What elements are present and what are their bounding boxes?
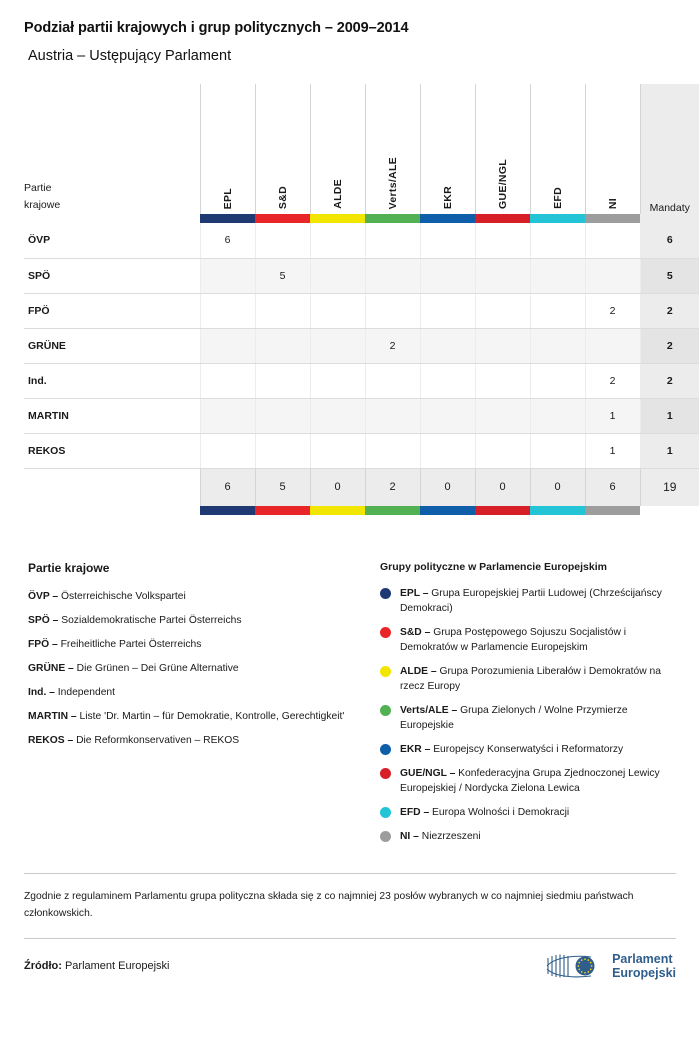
cell-martin-ni: 1	[585, 398, 640, 433]
group-color-dot-icon	[380, 588, 391, 599]
group-color-strip-top	[24, 214, 699, 223]
cell-fp--verts-ale	[365, 293, 420, 328]
cell-gr-ne-efd	[530, 328, 585, 363]
page-title: Podział partii krajowych i grup politycznych – 2009–2014	[24, 20, 409, 36]
column-total-ni: 6	[585, 468, 640, 506]
footnote: Zgodnie z regulaminem Parlamentu grupa polityczna składa się z co najmniej 23 posłów wybranych w co najmniej siedmiu państwach członkowskich.	[24, 891, 634, 919]
column-total-efd: 0	[530, 468, 585, 506]
color-strip-bottom-epl	[200, 506, 255, 515]
list-item	[380, 829, 676, 844]
source-value: Parlament Europejski	[64, 960, 170, 972]
group-color-dot-icon	[380, 807, 391, 818]
cell-rekos-efd	[530, 433, 585, 468]
cell--vp-ekr	[420, 223, 475, 258]
color-strip-s-d	[255, 214, 310, 223]
source-label: Źródło:	[24, 960, 62, 972]
cell-rekos-s-d	[255, 433, 310, 468]
cell-rekos-ni: 1	[585, 433, 640, 468]
cell--vp-gue-ngl	[475, 223, 530, 258]
table-row	[24, 223, 699, 258]
color-strip-gue-ngl	[475, 214, 530, 223]
cell-sp--efd	[530, 258, 585, 293]
cell-sp--gue-ngl	[475, 258, 530, 293]
list-item: Ind. – Independent	[28, 687, 116, 698]
row-total-sp-: 5	[640, 258, 699, 293]
group-color-dot-icon	[380, 666, 391, 677]
page-subtitle: Austria – Ustępujący Parlament	[28, 48, 232, 64]
cell-martin-ekr	[420, 398, 475, 433]
list-item-label: EKR – Europejscy Konserwatyści i Reformatorzy	[400, 744, 624, 755]
color-strip-bottom-efd	[530, 506, 585, 515]
list-item	[380, 805, 676, 820]
cell-ind--efd	[530, 363, 585, 398]
row-label--vp: ÖVP	[24, 223, 200, 258]
cell-martin-gue-ngl	[475, 398, 530, 433]
group-color-strip-bottom	[24, 506, 699, 515]
legend-groups-heading: Grupy polityczne w Parlamencie Europejskim	[380, 561, 607, 573]
cell-sp--s-d: 5	[255, 258, 310, 293]
table-row	[24, 363, 699, 398]
cell-fp--s-d	[255, 293, 310, 328]
cell--vp-epl: 6	[200, 223, 255, 258]
cell-martin-s-d	[255, 398, 310, 433]
cell-fp--alde	[310, 293, 365, 328]
cell-martin-verts-ale	[365, 398, 420, 433]
cell-rekos-ekr	[420, 433, 475, 468]
column-total-epl: 6	[200, 468, 255, 506]
cell-sp--ni	[585, 258, 640, 293]
table-header-row	[24, 84, 699, 214]
cell-ind--ni: 2	[585, 363, 640, 398]
ep-logo-line1: Parlament	[612, 952, 673, 966]
group-color-dot-icon	[380, 627, 391, 638]
row-label-gr-ne: GRÜNE	[24, 328, 200, 363]
table-row	[24, 398, 699, 433]
cell-gr-ne-s-d	[255, 328, 310, 363]
cell-gr-ne-epl	[200, 328, 255, 363]
list-item: REKOS – Die Reformkonservativen – REKOS	[28, 735, 240, 746]
cell-gr-ne-ekr	[420, 328, 475, 363]
column-header-ni: NI	[585, 84, 640, 214]
cell-rekos-epl	[200, 433, 255, 468]
column-header-ekr: EKR	[420, 84, 475, 214]
list-item	[380, 586, 676, 616]
totals-row	[24, 468, 699, 506]
cell-ind--ekr	[420, 363, 475, 398]
list-item: MARTIN – Liste 'Dr. Martin – für Demokratie, Kontrolle, Gerechtigkeit'	[28, 711, 345, 722]
ep-logo	[545, 951, 676, 981]
cell-rekos-gue-ngl	[475, 433, 530, 468]
row-header-label: Partie krajowe	[24, 182, 61, 211]
cell-gr-ne-gue-ngl	[475, 328, 530, 363]
color-strip-verts-ale	[365, 214, 420, 223]
cell--vp-ni	[585, 223, 640, 258]
row-total-gr-ne: 2	[640, 328, 699, 363]
column-header-epl: EPL	[200, 84, 255, 214]
table-row	[24, 293, 699, 328]
cell-rekos-verts-ale	[365, 433, 420, 468]
list-item-label: GUE/NGL – Konfederacyjna Grupa Zjednoczonej Lewicy Europejskiej / Nordycka Zielona Lewica	[400, 768, 660, 794]
cell-gr-ne-ni	[585, 328, 640, 363]
legend-national-parties	[24, 561, 380, 853]
list-item: FPÖ – Freiheitliche Partei Österreichs	[28, 639, 202, 650]
table-row	[24, 258, 699, 293]
table-row	[24, 433, 699, 468]
cell-fp--ni: 2	[585, 293, 640, 328]
cell-ind--verts-ale	[365, 363, 420, 398]
column-total-gue-ngl: 0	[475, 468, 530, 506]
cell-fp--efd	[530, 293, 585, 328]
cell-ind--epl	[200, 363, 255, 398]
group-color-dot-icon	[380, 831, 391, 842]
color-strip-alde	[310, 214, 365, 223]
cell-gr-ne-verts-ale: 2	[365, 328, 420, 363]
color-strip-bottom-ni	[585, 506, 640, 515]
column-total-s-d: 5	[255, 468, 310, 506]
grand-total: 19	[640, 468, 699, 506]
column-header-alde: ALDE	[310, 84, 365, 214]
cell-martin-alde	[310, 398, 365, 433]
cell-ind--s-d	[255, 363, 310, 398]
ep-logo-text	[612, 952, 676, 980]
source-row	[24, 939, 676, 981]
color-strip-efd	[530, 214, 585, 223]
column-total-ekr: 0	[420, 468, 475, 506]
table-row	[24, 328, 699, 363]
row-total-rekos: 1	[640, 433, 699, 468]
list-item-label: EPL – Grupa Europejskiej Partii Ludowej (Chrześcijańscy Demokraci)	[400, 588, 662, 614]
cell--vp-alde	[310, 223, 365, 258]
column-header-s-d: S&D	[255, 84, 310, 214]
row-label-sp-: SPÖ	[24, 258, 200, 293]
list-item-label: ALDE – Grupa Porozumienia Liberałów i Demokratów na rzecz Europy	[400, 666, 661, 692]
row-total-ind-: 2	[640, 363, 699, 398]
column-header-efd: EFD	[530, 84, 585, 214]
color-strip-bottom-ekr	[420, 506, 475, 515]
cell-fp--epl	[200, 293, 255, 328]
legend-national-heading: Partie krajowe	[28, 561, 110, 575]
list-item-label: S&D – Grupa Postępowego Sojuszu Socjalistów i Demokratów w Parlamencie Europejskim	[400, 627, 627, 653]
column-total-verts-ale: 2	[365, 468, 420, 506]
row-total--vp: 6	[640, 223, 699, 258]
cell-martin-epl	[200, 398, 255, 433]
row-total-fp-: 2	[640, 293, 699, 328]
list-item	[380, 703, 676, 733]
row-label-martin: MARTIN	[24, 398, 200, 433]
source-text	[24, 960, 170, 972]
list-item-label: Verts/ALE – Grupa Zielonych / Wolne Przymierze Europejskie	[400, 705, 628, 731]
cell-fp--ekr	[420, 293, 475, 328]
color-strip-bottom-verts-ale	[365, 506, 420, 515]
list-item	[380, 742, 676, 757]
group-color-dot-icon	[380, 705, 391, 716]
legend	[24, 561, 676, 853]
list-item-label: EFD – Europa Wolności i Demokracji	[400, 807, 570, 818]
cell-sp--alde	[310, 258, 365, 293]
color-strip-bottom-alde	[310, 506, 365, 515]
color-strip-ekr	[420, 214, 475, 223]
cell-gr-ne-alde	[310, 328, 365, 363]
group-color-dot-icon	[380, 744, 391, 755]
column-header-gue-ngl: GUE/NGL	[475, 84, 530, 214]
row-label-ind-: Ind.	[24, 363, 200, 398]
color-strip-bottom-s-d	[255, 506, 310, 515]
cell-fp--gue-ngl	[475, 293, 530, 328]
column-total-alde: 0	[310, 468, 365, 506]
group-color-dot-icon	[380, 768, 391, 779]
list-item: SPÖ – Sozialdemokratische Partei Österreichs	[28, 615, 242, 626]
row-label-rekos: REKOS	[24, 433, 200, 468]
list-item	[380, 625, 676, 655]
legend-political-groups	[380, 561, 676, 853]
list-item	[380, 766, 676, 796]
cell--vp-efd	[530, 223, 585, 258]
color-strip-epl	[200, 214, 255, 223]
cell-martin-efd	[530, 398, 585, 433]
color-strip-bottom-gue-ngl	[475, 506, 530, 515]
row-total-martin: 1	[640, 398, 699, 433]
seat-distribution-table	[24, 84, 690, 515]
list-item: GRÜNE – Die Grünen – Dei Grüne Alternative	[28, 663, 239, 674]
cell-ind--alde	[310, 363, 365, 398]
column-header-verts-ale: Verts/ALE	[365, 84, 420, 214]
cell-rekos-alde	[310, 433, 365, 468]
cell-ind--gue-ngl	[475, 363, 530, 398]
ep-logo-icon	[545, 951, 603, 981]
column-header-mandates: Mandaty	[640, 84, 699, 214]
cell-sp--ekr	[420, 258, 475, 293]
cell-sp--epl	[200, 258, 255, 293]
list-item: ÖVP – Österreichische Volkspartei	[28, 591, 186, 602]
cell-sp--verts-ale	[365, 258, 420, 293]
list-item	[380, 664, 676, 694]
row-label-fp-: FPÖ	[24, 293, 200, 328]
cell--vp-s-d	[255, 223, 310, 258]
ep-logo-line2: Europejski	[612, 966, 676, 980]
color-strip-ni	[585, 214, 640, 223]
list-item-label: NI – Niezrzeszeni	[400, 831, 481, 842]
cell--vp-verts-ale	[365, 223, 420, 258]
